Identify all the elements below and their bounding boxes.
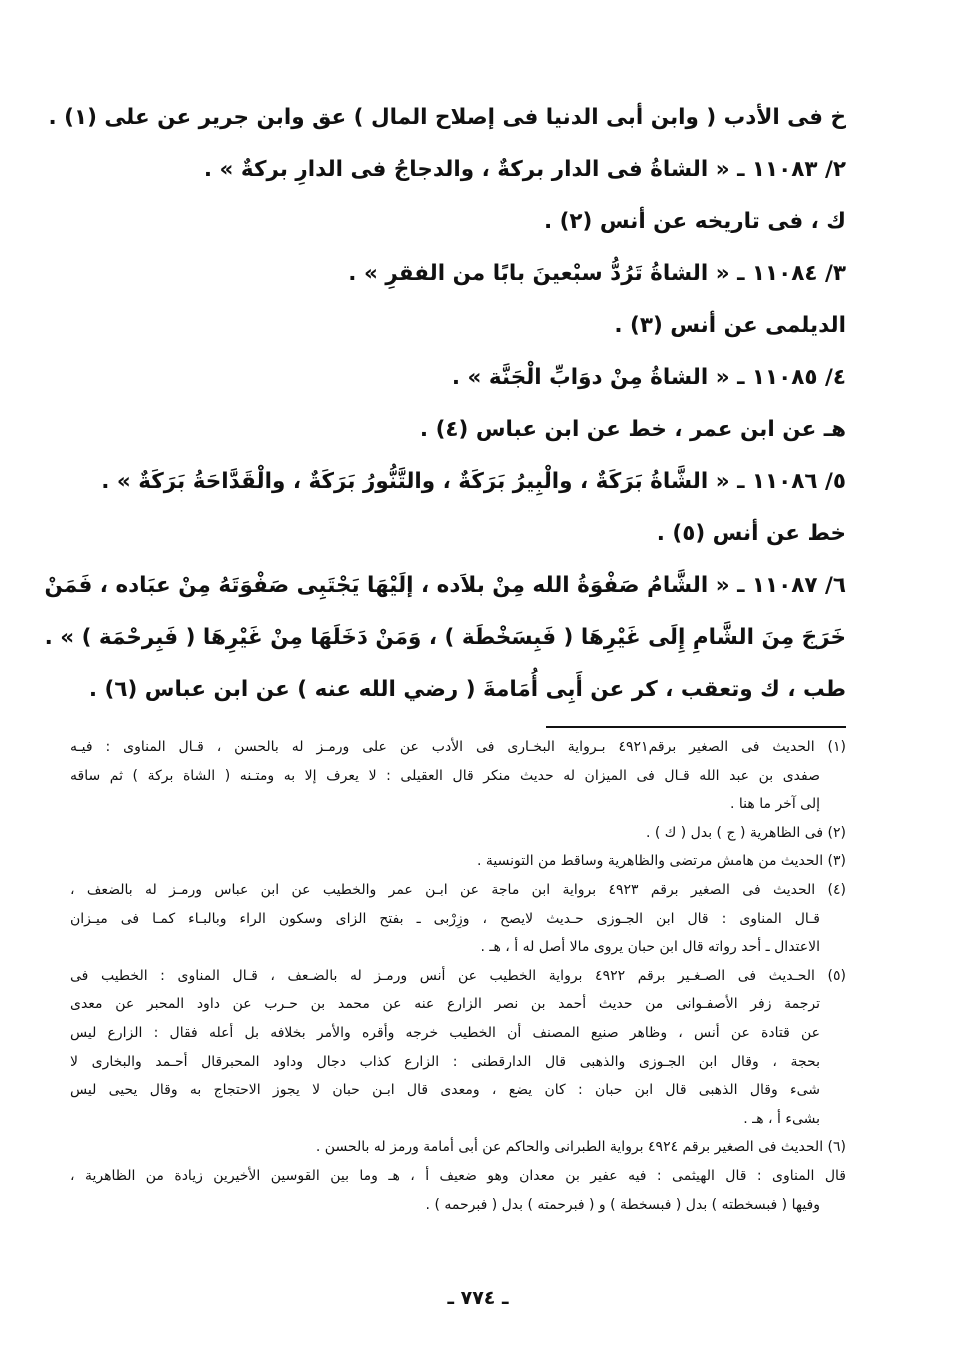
main-line: ك ، فى تاريخه عن أنس (٢) .	[543, 209, 846, 234]
footnote-line: ترجمة زفر الأصفـوانى من حديث أحمد بن نصر الزارع عنه عن محمد بن حـرب عن داود المحبر عن معدى	[70, 996, 820, 1013]
footnote-line: قـال المناوى : قال ابن الجـوزى حـديث لايصح ، وزِرْبى ـ بفتح الزاى وسكون الراء وبالبـاء كمـا فى ميـزان	[70, 910, 820, 927]
main-line: طب ، ك وتعقب ، كر عن أَبِى أُمَامةَ ( رضي الله عنه ) عن ابن عباس (٦) .	[88, 677, 846, 702]
footnote-line: بشىء أ ، هـ .	[743, 1110, 820, 1127]
main-line: ٦/ ١١٠٨٧ ـ « الشَّامُ صَفْوَةُ الله مِنْ بلاَده ، إلَيْهَا يَجْتَبِى صَفْوَتَهُ مِنْ عبَاده ، فَمَنْ	[44, 573, 846, 598]
footnote-line: (٦) الحديث فى الصغير برقم ٤٩٢٤ برواية الطبرانى والحاكم عن أبى أمامة ورمز له بالحسن .	[315, 1139, 846, 1156]
footnote-separator	[546, 726, 846, 728]
footnote-line: إلى آخر ما هنا .	[730, 796, 820, 813]
footnote-line: (٤) الحديث فى الصغير برقم ٤٩٢٣ برواية ابن ماجة عن ابـن عمر والخطيب عن ابن عباس ورمـز له بالضعف ،	[70, 881, 846, 898]
main-line: خ فى الأدب ( وابن أبى الدنيا فى إصلاح المال ) عق وابن جرير عن على (١) .	[48, 105, 846, 130]
footnote-line: الاعتدال ـ أحد رواته قال ابن حبان يروى مالا أصل له أ ، هـ .	[480, 939, 820, 956]
footnote-line: صفدى بن عبد الله قـال فى الميزان له حديث منكر قال العقيلى : لا يعرف إلا به ومتـنه ( الشاة بركة ) ثم ساقه	[70, 767, 820, 784]
main-line: ٥/ ١١٠٨٦ ـ « الشَّاةُ بَرَكَةٌ ، والْبِيرُ بَرَكَةٌ ، والتَّنُّورُ بَرَكَةٌ ، والْقَدَّاحَةُ بَرَكَةٌ » .	[101, 469, 846, 494]
footnote-line: (٥) الحـديث فى الصـغـير برقم ٤٩٢٢ برواية الخطيب عن أنس ورمـز له بالضـعف ، قـال المناوى : الخطيب فى	[70, 967, 846, 984]
footnote-line: شىء وقال الذهبى قال ابن حبان : كان يضع ، ومعدى قال ابـن حبان لا يجوز الاحتجاج به وقال يحيى ليس	[70, 1082, 820, 1099]
main-line: ٢/ ١١٠٨٣ ـ « الشاةُ فى الدار بركةٌ ، والدجاجُ فى الدارِ بركةٌ » .	[203, 157, 846, 182]
footnote-line: (٣) الحديث من هامش مرتضى والظاهرية وساقط من التونسية .	[476, 853, 846, 870]
main-line: خَرَجَ مِنَ الشَّامِ إِلَى غَيْرِهَا ( فَبِسَخْطَة ) ، وَمَنْ دَخَلَهَا مِنْ غَيْرِهَا ( فَبِرحْمَة ) » .	[44, 625, 846, 650]
footnote-line: بحجة ، وقال ابن الجـوزى والذهبى قال الدارقطنى : الزارع كذاب دجال وداود المحبرقال أحـمد والبخارى لا	[70, 1053, 820, 1070]
main-line: الديلمى عن أنس (٣) .	[614, 313, 846, 338]
footnote-line: (١) الحديث فى الصغير برقم٤٩٢١ بـرواية البخـارى فى الأدب عن على ورمـز له بالحسن ، قـال المناوى : فيـه	[70, 739, 846, 755]
main-line: ٤/ ١١٠٨٥ ـ « الشاةُ مِنْ دوَابِّ الْجَنَّة » .	[451, 365, 846, 390]
footnote-line: قال المناوى : قال الهيثمى : فيه عفير بن معدان وهو ضعيف أ ، هـ وما بين القوسين الأخيرين زيادة من الظاهرية ،	[70, 1167, 846, 1184]
main-line: ٣/ ١١٠٨٤ ـ « الشاةُ تَرُدُّ سبْعينَ بابًا من الفقرِ » .	[348, 261, 846, 286]
document-page	[44, 92, 846, 1219]
footnote-line: عن قتادة عن أنس ، وظاهر صنيع المصنف أن الخطيب خرجه وأقره والأمر بخلافه بل أعله فقال : الزارع ليس	[70, 1024, 820, 1041]
footnote-line: (٢) فى الظاهرية ( ج ) بدل ( ك ) .	[645, 824, 846, 841]
footnotes	[70, 733, 846, 1219]
footnote-line: وفيها ( فبسخطته ) بدل ( فبسخطة ) و ( فبرحمته ) بدل ( فبرحمه ) .	[425, 1196, 820, 1213]
main-line: خط عن أنس (٥) .	[656, 521, 846, 546]
page-number: ـ ٧٧٤ ـ	[447, 1287, 509, 1309]
hadith-main-text	[44, 92, 846, 716]
main-line: هـ عن ابن عمر ، خط عن ابن عباس (٤) .	[419, 417, 846, 442]
